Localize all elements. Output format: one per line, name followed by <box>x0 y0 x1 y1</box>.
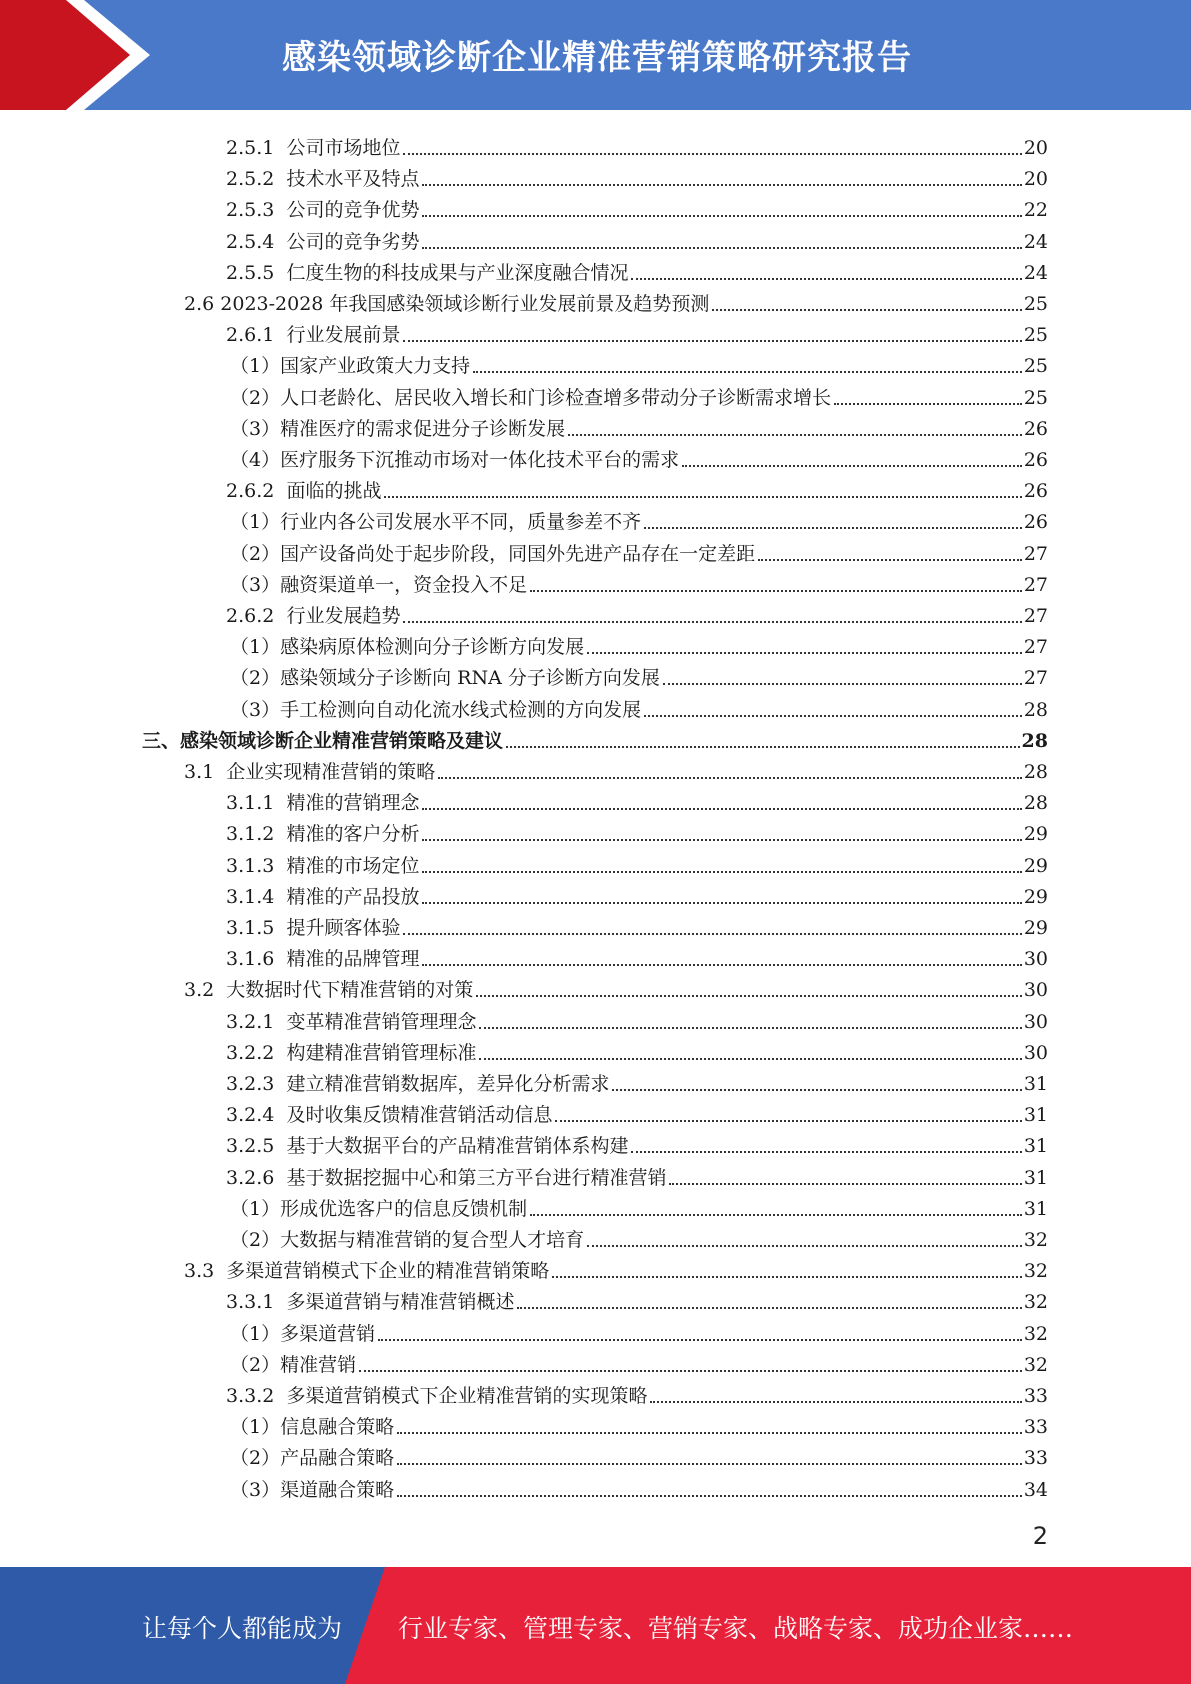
toc-dot-leader <box>682 464 1022 467</box>
toc-entry-title: 形成优选客户的信息反馈机制 <box>280 1197 528 1220</box>
toc-entry-title: 精准的产品投放 <box>286 885 420 908</box>
toc-entry-title: 融资渠道单一，资金投入不足 <box>280 573 528 596</box>
toc-entry-number: 3.1.2 <box>226 823 287 846</box>
toc-entry-page: 25 <box>1023 386 1048 409</box>
toc-entry-page: 31 <box>1023 1166 1048 1189</box>
toc-entry-page: 31 <box>1023 1197 1048 1220</box>
toc-entry[interactable] <box>230 440 1048 471</box>
toc-entry[interactable] <box>184 1251 1048 1282</box>
toc-entry-title: 感染病原体检测向分子诊断方向发展 <box>280 636 585 659</box>
toc-dot-leader <box>517 1306 1021 1309</box>
toc-dot-leader <box>631 277 1021 280</box>
toc-entry-title: 多渠道营销 <box>280 1322 376 1345</box>
toc-entry-number: （1） <box>230 636 281 659</box>
toc-entry[interactable] <box>230 1345 1048 1376</box>
toc-entry[interactable] <box>226 846 1048 877</box>
toc-entry[interactable] <box>226 222 1048 253</box>
toc-entry-number: 三、 <box>142 729 181 752</box>
toc-dot-leader <box>644 714 1022 717</box>
toc-entry-number: 3.1.4 <box>226 885 287 908</box>
page-footer <box>0 1567 1191 1684</box>
toc-entry[interactable] <box>230 1220 1048 1251</box>
toc-entry-number: 3.1.3 <box>226 854 287 877</box>
toc-entry-title: 大数据与精准营销的复合型人才培育 <box>280 1229 585 1251</box>
toc-entry-page: 32 <box>1023 1353 1048 1376</box>
toc-entry-title: 行业发展趋势 <box>286 605 401 627</box>
toc-dot-leader <box>712 308 1021 311</box>
toc-entry-number: （2） <box>230 667 281 690</box>
toc-entry-page: 34 <box>1023 1478 1048 1501</box>
toc-dot-leader <box>422 870 1021 873</box>
toc-entry-title: 医疗服务下沉推动市场对一体化技术平台的需求 <box>280 449 680 471</box>
toc-entry-number: 2.5.5 <box>226 261 287 284</box>
toc-entry-page: 31 <box>1023 1073 1048 1095</box>
toc-dot-leader <box>476 994 1022 997</box>
toc-entry[interactable] <box>142 721 1048 752</box>
toc-entry-number: （3） <box>230 573 281 596</box>
toc-dot-leader <box>422 214 1021 217</box>
toc-entry-title: 手工检测向自动化流水线式检测的方向发展 <box>280 698 642 721</box>
toc-entry-number: 3.2.2 <box>226 1041 287 1064</box>
toc-entry-page: 26 <box>1023 449 1048 471</box>
toc-entry-title: 多渠道营销模式下企业的精准营销策略 <box>226 1260 550 1283</box>
toc-entry-page: 29 <box>1023 885 1048 908</box>
toc-entry[interactable] <box>226 1002 1048 1033</box>
toc-entry-number: 3.2 <box>184 979 227 1002</box>
toc-entry-title: 行业内各公司发展水平不同，质量参差不齐 <box>280 511 642 534</box>
report-title: 感染领域诊断企业精准营销策略研究报告 <box>282 38 912 78</box>
toc-entry-title: 渠道融合策略 <box>280 1478 395 1501</box>
toc-entry-page: 33 <box>1023 1416 1048 1439</box>
toc-entry-page: 33 <box>1023 1385 1048 1407</box>
toc-entry[interactable] <box>226 159 1048 190</box>
toc-entry[interactable] <box>226 1376 1048 1407</box>
toc-entry-number: 3.3.1 <box>226 1291 287 1314</box>
toc-entry[interactable] <box>230 1470 1048 1501</box>
toc-dot-leader <box>403 932 1021 935</box>
toc-entry-page: 29 <box>1023 823 1048 846</box>
toc-entry[interactable] <box>226 939 1048 970</box>
toc-dot-leader <box>422 183 1021 186</box>
toc-entry-title: 变革精准营销管理理念 <box>286 1010 477 1033</box>
toc-entry-page: 30 <box>1023 979 1048 1002</box>
toc-entry-number: （2） <box>230 1229 281 1251</box>
toc-entry[interactable] <box>226 253 1048 284</box>
toc-dot-leader <box>403 152 1021 155</box>
toc-entry-number: 2.5.3 <box>226 199 287 222</box>
toc-entry-title: 建立精准营销数据库，差异化分析需求 <box>286 1073 610 1095</box>
toc-dot-leader <box>422 901 1021 904</box>
toc-dot-leader <box>403 339 1021 342</box>
toc-entry-title: 基于大数据平台的产品精准营销体系构建 <box>286 1135 629 1158</box>
toc-entry-page: 20 <box>1023 137 1048 159</box>
toc-entry-page: 26 <box>1023 511 1048 534</box>
toc-dot-leader <box>612 1088 1021 1091</box>
toc-entry-title: 精准营销 <box>280 1353 357 1376</box>
toc-entry[interactable] <box>230 1189 1048 1220</box>
toc-entry-page: 32 <box>1023 1229 1048 1251</box>
toc-entry-page: 25 <box>1023 293 1048 315</box>
toc-dot-leader <box>834 402 1022 405</box>
toc-dot-leader <box>587 1244 1022 1247</box>
toc-entry-number: 2.5.4 <box>226 230 287 253</box>
toc-entry-page: 32 <box>1023 1322 1048 1345</box>
toc-dot-leader <box>631 1150 1021 1153</box>
toc-entry-page: 27 <box>1023 542 1048 565</box>
toc-entry-title: 及时收集反馈精准营销活动信息 <box>286 1104 553 1127</box>
footer-slogan-right: 行业专家、管理专家、营销专家、战略专家、成功企业家…… <box>398 1614 1074 1643</box>
toc-entry-title: 国家产业政策大力支持 <box>280 355 471 378</box>
toc-entry-number: 2.6.1 <box>226 324 287 347</box>
toc-entry-title: 信息融合策略 <box>280 1416 395 1439</box>
toc-entry-title: 精准医疗的需求促进分子诊断发展 <box>280 417 566 440</box>
toc-entry[interactable] <box>226 1158 1048 1189</box>
toc-entry-page: 33 <box>1023 1447 1048 1470</box>
toc-entry-page: 32 <box>1023 1291 1048 1314</box>
toc-dot-leader <box>384 495 1021 498</box>
toc-entry[interactable] <box>226 471 1048 502</box>
toc-entry-number: （1） <box>230 355 281 378</box>
toc-entry-title: 精准的营销理念 <box>286 792 420 815</box>
toc-entry-number: 2.6.2 <box>226 605 287 627</box>
toc-entry-number: （2） <box>230 386 281 409</box>
toc-entry-page: 27 <box>1023 636 1048 659</box>
toc-entry-number: 3.2.5 <box>226 1135 287 1158</box>
toc-entry-page: 30 <box>1023 948 1048 971</box>
toc-entry-number: （3） <box>230 417 281 440</box>
toc-entry[interactable] <box>230 565 1048 596</box>
toc-entry-page: 22 <box>1023 199 1048 222</box>
toc-entry-title: 精准的客户分析 <box>286 823 420 846</box>
toc-entry-number: （1） <box>230 1416 281 1439</box>
toc-entry-title: 精准的品牌管理 <box>286 948 420 971</box>
toc-entry[interactable] <box>184 970 1048 1001</box>
toc-entry-number: （3） <box>230 698 281 721</box>
toc-entry-number: 3.1.5 <box>226 917 287 939</box>
toc-entry[interactable] <box>230 690 1048 721</box>
toc-entry-page: 28 <box>1023 792 1048 815</box>
page-number: 2 <box>1032 1522 1048 1550</box>
toc-entry[interactable] <box>184 284 1048 315</box>
toc-entry-number: 3.2.1 <box>226 1010 287 1033</box>
toc-entry-title: 面临的挑战 <box>286 480 382 503</box>
toc-entry-title: 企业实现精准营销的策略 <box>226 761 436 783</box>
toc-entry-number: 3.2.3 <box>226 1073 287 1095</box>
toc-entry-number: （2） <box>230 542 281 565</box>
toc-entry-title: 行业发展前景 <box>286 324 401 347</box>
toc-dot-leader <box>397 1431 1022 1434</box>
toc-entry-number: 3.2.6 <box>226 1166 287 1189</box>
toc-dot-leader <box>479 1057 1021 1060</box>
toc-entry-number: 2.6 <box>184 293 221 315</box>
footer-slogan-left: 让每个人都能成为 <box>142 1614 343 1643</box>
toc-entry-title: 多渠道营销与精准营销概述 <box>286 1291 515 1314</box>
toc-dot-leader <box>530 589 1022 592</box>
toc-dot-leader <box>568 433 1022 436</box>
toc-entry-title: 感染领域分子诊断向 RNA 分子诊断方向发展 <box>280 667 660 690</box>
toc-entry-page: 28 <box>1023 698 1048 721</box>
toc-entry-title: 国产设备尚处于起步阶段，同国外先进产品存在一定差距 <box>280 542 756 565</box>
toc-entry-page: 31 <box>1023 1104 1048 1127</box>
toc-entry-title: 感染领域诊断企业精准营销策略及建议 <box>180 729 504 752</box>
toc-dot-leader <box>530 1213 1022 1216</box>
toc-dot-leader <box>422 963 1021 966</box>
toc-dot-leader <box>555 1119 1021 1122</box>
toc-entry[interactable] <box>226 128 1048 159</box>
toc-entry[interactable] <box>226 315 1048 346</box>
toc-entry[interactable] <box>230 1438 1048 1469</box>
toc-entry-title: 提升顾客体验 <box>286 917 401 939</box>
toc-entry-page: 25 <box>1023 324 1048 347</box>
toc-entry-page: 32 <box>1023 1260 1048 1283</box>
toc-entry-number: 3.3 <box>184 1260 227 1283</box>
toc-entry-page: 27 <box>1023 605 1048 627</box>
toc-entry[interactable] <box>230 1314 1048 1345</box>
toc-dot-leader <box>506 745 1020 748</box>
toc-entry-title: 仁度生物的科技成果与产业深度融合情况 <box>286 261 629 284</box>
toc-entry-number: （2） <box>230 1447 281 1470</box>
toc-entry-title: 基于数据挖掘中心和第三方平台进行精准营销 <box>286 1166 667 1189</box>
toc-entry-number: （1） <box>230 1322 281 1345</box>
toc-entry[interactable] <box>184 752 1048 783</box>
toc-entry-number: 2.5.2 <box>226 168 287 191</box>
toc-entry-number: （1） <box>230 1197 281 1220</box>
toc-dot-leader <box>378 1338 1022 1341</box>
toc-entry-page: 27 <box>1023 573 1048 596</box>
toc-entry-page: 28 <box>1021 729 1048 752</box>
toc-entry-number: （3） <box>230 1478 281 1501</box>
toc-entry-page: 26 <box>1023 417 1048 440</box>
toc-entry[interactable] <box>230 534 1048 565</box>
toc-entry-page: 29 <box>1023 854 1048 877</box>
toc-entry-title: 2023-2028 年我国感染领域诊断行业发展前景及趋势预测 <box>220 293 710 315</box>
toc-entry-number: 3.2.4 <box>226 1104 287 1127</box>
toc-entry-number: 3.3.2 <box>226 1385 287 1407</box>
toc-entry-page: 31 <box>1023 1135 1048 1158</box>
toc-entry[interactable] <box>226 1282 1048 1313</box>
toc-dot-leader <box>438 776 1022 779</box>
toc-entry[interactable] <box>226 596 1048 627</box>
toc-entry[interactable] <box>226 1126 1048 1157</box>
toc-entry[interactable] <box>226 814 1048 845</box>
toc-entry-page: 24 <box>1023 261 1048 284</box>
toc-dot-leader <box>473 370 1022 373</box>
toc-dot-leader <box>663 682 1022 685</box>
toc-entry-title: 精准的市场定位 <box>286 854 420 877</box>
toc-entry[interactable] <box>230 346 1048 377</box>
toc-dot-leader <box>587 651 1022 654</box>
toc-entry-title: 技术水平及特点 <box>286 168 420 191</box>
toc-entry-number: 3.1 <box>184 761 227 783</box>
toc-entry-title: 多渠道营销模式下企业精准营销的实现策略 <box>286 1385 648 1407</box>
toc-dot-leader <box>669 1182 1021 1185</box>
toc-entry-page: 30 <box>1023 1041 1048 1064</box>
toc-entry[interactable] <box>230 502 1048 533</box>
toc-entry-page: 26 <box>1023 480 1048 503</box>
toc-entry[interactable] <box>230 409 1048 440</box>
toc-entry-title: 公司市场地位 <box>286 137 401 159</box>
toc-entry-title: 人口老龄化、居民收入增长和门诊检查增多带动分子诊断需求增长 <box>280 386 832 409</box>
toc-dot-leader <box>644 526 1022 529</box>
toc-entry-title: 构建精准营销管理标准 <box>286 1041 477 1064</box>
toc-entry-title: 产品融合策略 <box>280 1447 395 1470</box>
toc-dot-leader <box>422 807 1021 810</box>
toc-entry[interactable] <box>226 1095 1048 1126</box>
toc-entry-number: 3.1.1 <box>226 792 287 815</box>
toc-entry[interactable] <box>226 1033 1048 1064</box>
toc-entry-page: 30 <box>1023 1010 1048 1033</box>
toc-dot-leader <box>422 838 1021 841</box>
toc-entry-title: 公司的竞争劣势 <box>286 230 420 253</box>
toc-dot-leader <box>397 1462 1022 1465</box>
toc-entry[interactable] <box>230 1407 1048 1438</box>
toc-entry-title: 公司的竞争优势 <box>286 199 420 222</box>
toc-entry-number: 3.1.6 <box>226 948 287 971</box>
toc-entry[interactable] <box>226 783 1048 814</box>
toc-dot-leader <box>397 1494 1022 1497</box>
toc-dot-leader <box>403 620 1021 623</box>
toc-dot-leader <box>479 1026 1021 1029</box>
toc-entry-page: 28 <box>1023 761 1048 783</box>
toc-entry-number: （1） <box>230 511 281 534</box>
toc-dot-leader <box>359 1369 1022 1372</box>
toc-entry[interactable] <box>230 627 1048 658</box>
toc-entry[interactable] <box>226 877 1048 908</box>
toc-entry-number: 2.5.1 <box>226 137 287 159</box>
toc-entry[interactable] <box>230 378 1048 409</box>
toc-dot-leader <box>650 1400 1021 1403</box>
page-header <box>0 0 1191 110</box>
toc-entry[interactable] <box>226 908 1048 939</box>
toc-entry-title: 大数据时代下精准营销的对策 <box>226 979 474 1002</box>
toc-entry[interactable] <box>230 658 1048 689</box>
toc-entry-page: 24 <box>1023 230 1048 253</box>
toc-entry-number: （4） <box>230 449 281 471</box>
toc-entry-page: 20 <box>1023 168 1048 191</box>
toc-dot-leader <box>758 558 1022 561</box>
toc-entry-number: 2.6.2 <box>226 480 287 503</box>
toc-entry-number: （2） <box>230 1353 281 1376</box>
toc-dot-leader <box>552 1275 1022 1278</box>
toc-entry-page: 29 <box>1023 917 1048 939</box>
toc-dot-leader <box>422 246 1021 249</box>
toc-entry-page: 27 <box>1023 667 1048 690</box>
toc-entry[interactable] <box>226 1064 1048 1095</box>
toc-entry[interactable] <box>226 190 1048 221</box>
toc-entry-page: 25 <box>1023 355 1048 378</box>
